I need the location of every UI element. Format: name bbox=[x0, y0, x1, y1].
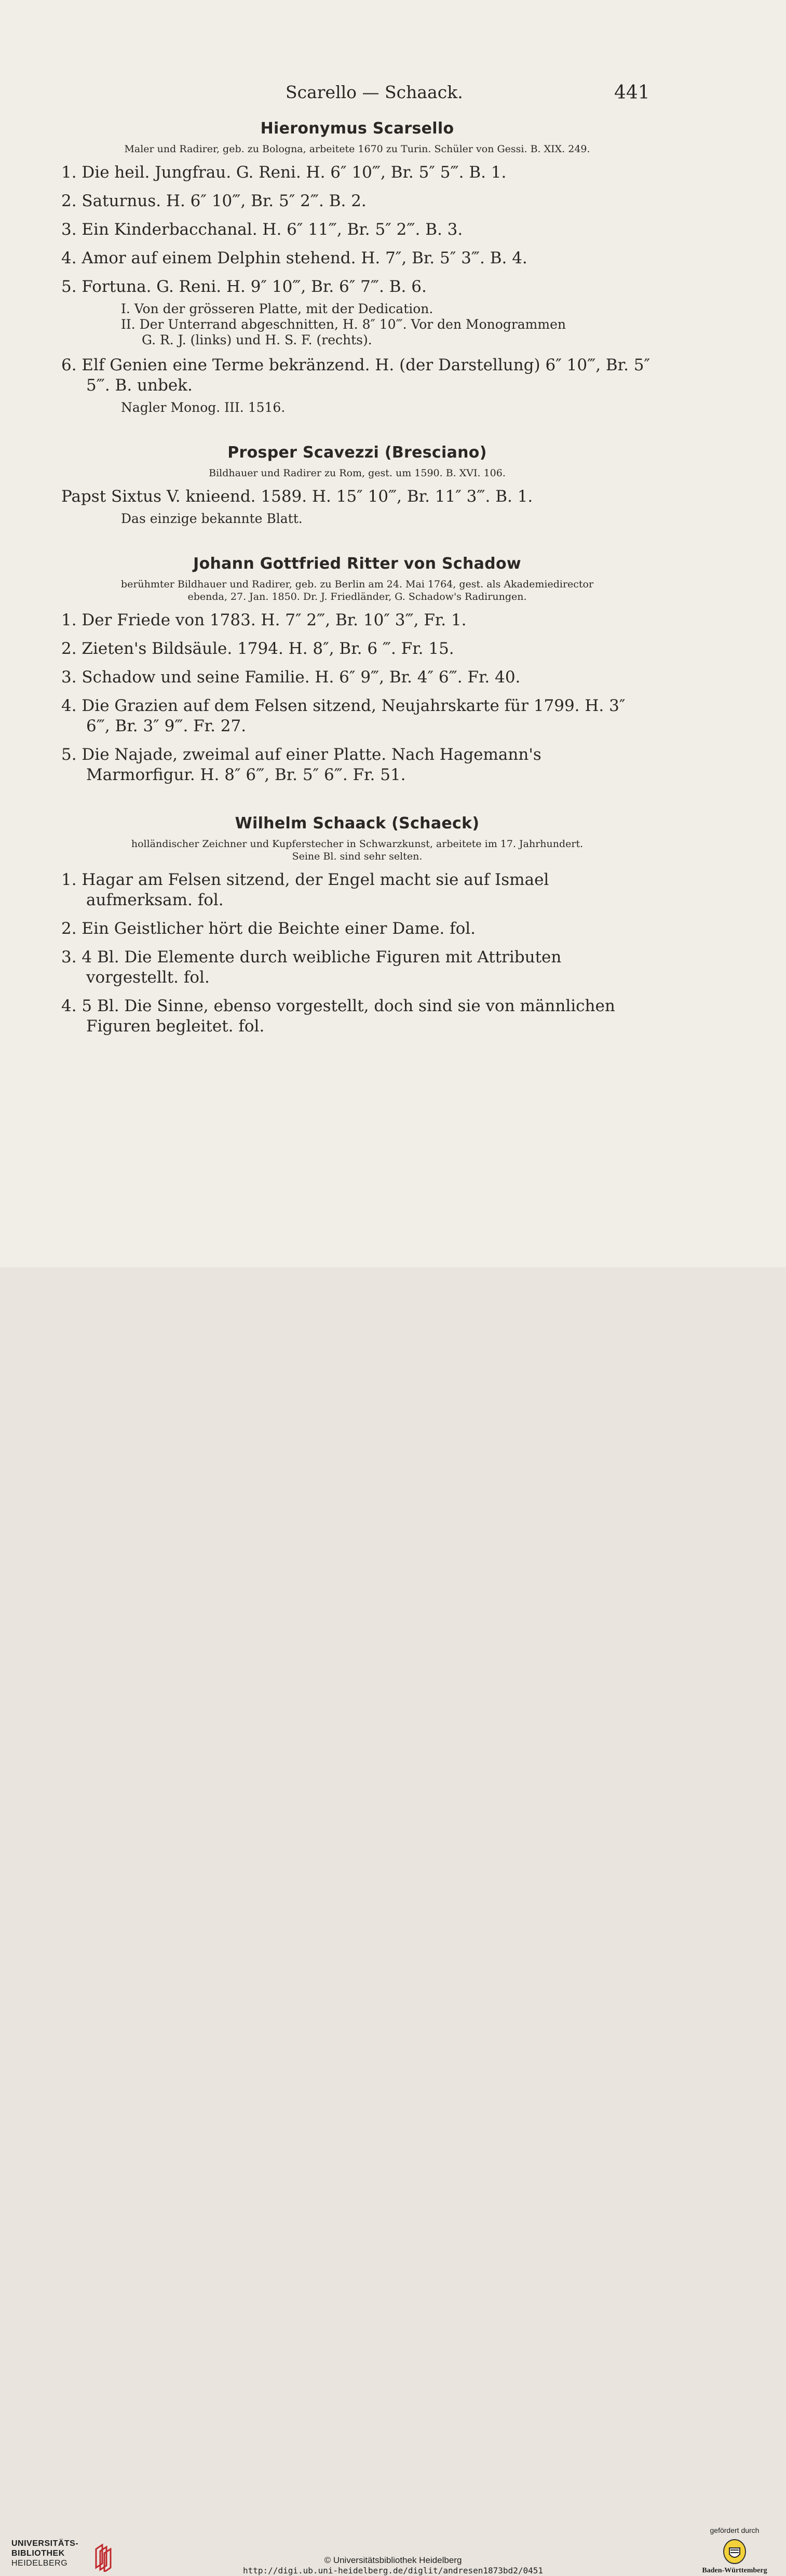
page-content bbox=[61, 119, 653, 1045]
note-line: G. R. J. (links) und H. S. F. (rechts). bbox=[142, 332, 372, 347]
sponsor-label: gefördert durch bbox=[710, 2526, 760, 2534]
sponsor-name: Baden-Württemberg bbox=[702, 2567, 767, 2574]
artist-heading: Hieronymus Scarsello bbox=[260, 119, 454, 138]
catalog-entry: 2. Zieten's Bildsäule. 1794. H. 8″, Br. 6 ‴. Fr. 15. bbox=[61, 639, 454, 658]
artist-subtitle: Maler und Radirer, geb. zu Bologna, arbeitete 1670 zu Turin. Schüler von Gessi. B. XIX. 249. bbox=[124, 143, 590, 155]
catalog-entry: 4. Die Grazien auf dem Felsen sitzend, Neujahrskarte für 1799. H. 3″ 6‴, Br. 3″ 9‴. Fr. 27. bbox=[61, 696, 626, 735]
catalog-entry: 5. Fortuna. G. Reni. H. 9″ 10‴, Br. 6″ 7‴. B. 6. bbox=[61, 277, 427, 296]
library-name-line: UNIVERSITÄTS- bbox=[11, 2539, 79, 2548]
artist-subtitle bbox=[61, 838, 653, 863]
copyright-block bbox=[0, 2555, 786, 2576]
catalog-entry: 2. Saturnus. H. 6″ 10‴, Br. 5″ 2‴. B. 2. bbox=[61, 192, 367, 210]
catalog-entry: 1. Hagar am Felsen sitzend, der Engel macht sie auf Ismael aufmerksam. fol. bbox=[61, 870, 549, 909]
entry-note: Nagler Monog. III. 1516. bbox=[121, 400, 286, 415]
artist-heading: Wilhelm Schaack (Schaeck) bbox=[235, 814, 480, 833]
page-number: 441 bbox=[614, 82, 650, 103]
state-crest-icon bbox=[723, 2539, 747, 2565]
digitization-footer bbox=[0, 1267, 786, 2575]
sponsor-block bbox=[690, 2526, 779, 2575]
catalog-entry: 4. 5 Bl. Die Sinne, ebenso vorgestellt, doch sind sie von männlichen Figuren begleitet. fol. bbox=[61, 997, 615, 1036]
document-page bbox=[0, 0, 786, 1267]
catalog-entry: 1. Die heil. Jungfrau. G. Reni. H. 6″ 10‴, Br. 5″ 5‴. B. 1. bbox=[61, 163, 507, 182]
catalog-entry: 3. Schadow und seine Familie. H. 6″ 9‴, Br. 4″ 6‴. Fr. 40. bbox=[61, 668, 521, 687]
artist-subtitle bbox=[61, 578, 653, 603]
entry-note: Das einzige bekannte Blatt. bbox=[121, 511, 303, 526]
running-head-title: Scarello — Schaack. bbox=[286, 82, 463, 102]
catalog-entry: 3. Ein Kinderbacchanal. H. 6″ 11‴, Br. 5″ 2‴. B. 3. bbox=[61, 220, 463, 239]
note-line: II. Der Unterrand abgeschnitten, H. 8″ 10‴. Vor den Monogrammen bbox=[121, 317, 566, 332]
artist-heading: Johann Gottfried Ritter von Schadow bbox=[193, 555, 521, 573]
catalog-entry: 5. Die Najade, zweimal auf einer Platte. Nach Hagemann's Marmorfigur. H. 8″ 6‴, Br. 5″ 6‴. Fr. 51. bbox=[61, 745, 541, 784]
catalog-entry: 6. Elf Genien eine Terme bekränzend. H. (der Darstellung) 6″ 10‴, Br. 5″ 5‴. B. unbek. bbox=[61, 356, 651, 395]
subtitle-line: berühmter Bildhauer und Radirer, geb. zu Berlin am 24. Mai 1764, gest. als Akademiedirector bbox=[120, 579, 594, 590]
note-line: I. Von der grösseren Platte, mit der Dedication. bbox=[121, 301, 433, 316]
subtitle-line: holländischer Zeichner und Kupferstecher in Schwarzkunst, arbeitete im 17. Jahrhundert. bbox=[131, 838, 584, 850]
permalink[interactable]: http://digi.ub.uni-heidelberg.de/diglit/andresen1873bd2/0451 bbox=[243, 2566, 543, 2575]
catalog-entry: 4. Amor auf einem Delphin stehend. H. 7″, Br. 5″ 3‴. B. 4. bbox=[61, 249, 527, 267]
subtitle-line: ebenda, 27. Jan. 1850. Dr. J. Friedländer, G. Schadow's Radirungen. bbox=[187, 591, 527, 602]
library-name-line: HEIDELBERG bbox=[11, 2559, 68, 2568]
subtitle-line: Seine Bl. sind sehr selten. bbox=[292, 851, 423, 862]
library-name-line: BIBLIOTHEK bbox=[11, 2549, 65, 2558]
catalog-entry: 1. Der Friede von 1783. H. 7″ 2‴, Br. 10″ 3‴, Fr. 1. bbox=[61, 611, 467, 629]
catalog-entry: Papst Sixtus V. knieend. 1589. H. 15″ 10‴, Br. 11″ 3‴. B. 1. bbox=[61, 487, 533, 506]
copyright-text: © Universitätsbibliothek Heidelberg bbox=[324, 2555, 462, 2565]
catalog-entry: 3. 4 Bl. Die Elemente durch weibliche Figuren mit Attributen vorgestellt. fol. bbox=[61, 948, 562, 987]
artist-heading: Prosper Scavezzi (Bresciano) bbox=[227, 444, 487, 462]
running-head bbox=[0, 82, 786, 108]
catalog-entry: 2. Ein Geistlicher hört die Beichte einer Dame. fol. bbox=[61, 919, 476, 938]
entry-note bbox=[61, 301, 653, 348]
artist-subtitle: Bildhauer und Radirer zu Rom, gest. um 1590. B. XVI. 106. bbox=[209, 467, 506, 479]
